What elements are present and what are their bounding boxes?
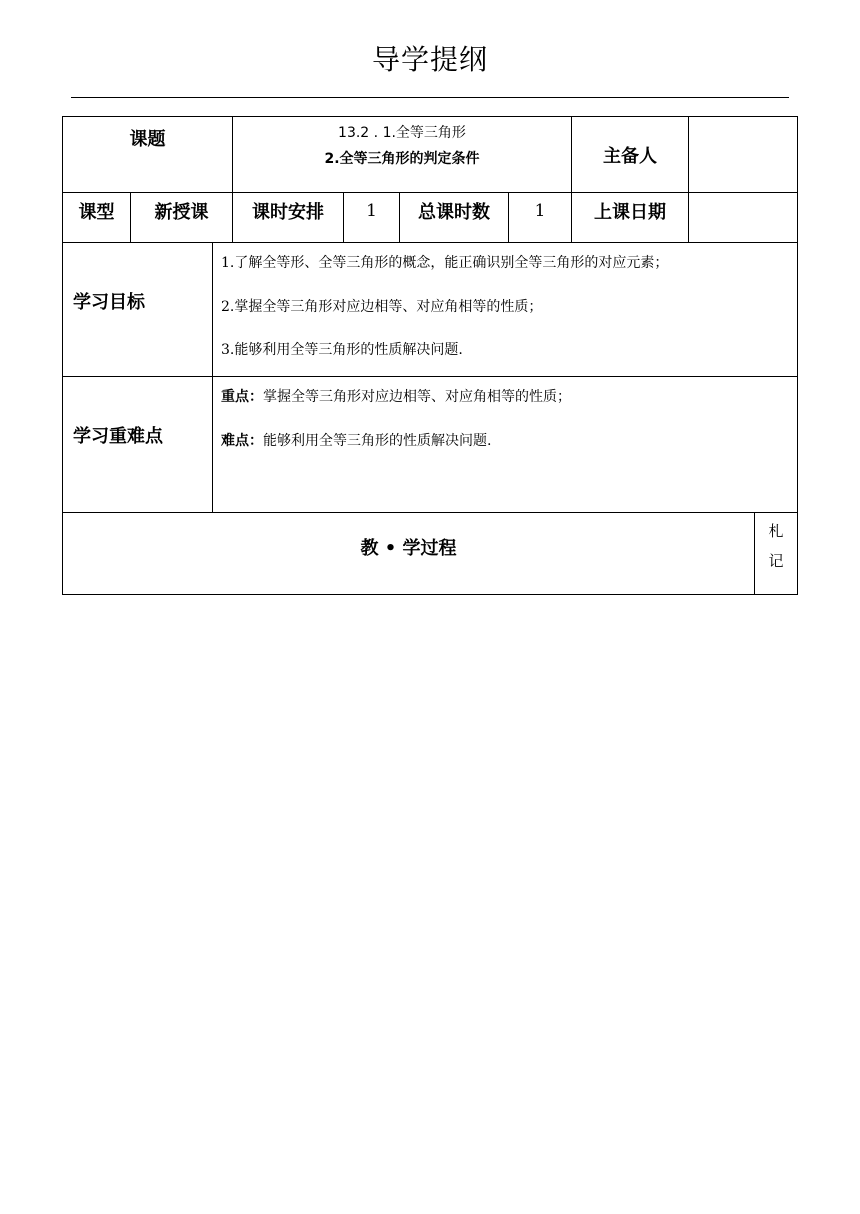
notes-header [754,512,798,595]
key-point-prefix: 重点： [221,389,263,405]
process-header: 教 • 学过程 [62,512,754,595]
notes-label-char-1: 札 [768,522,784,540]
total-hours-value: 1 [508,192,571,242]
objective-item: 2.掌握全等三角形对应边相等、对应角相等的性质； [221,299,543,315]
preparer-value [688,116,798,192]
notes-label-char-2: 记 [768,552,784,570]
keypoints-label: 学习重难点 [62,376,212,512]
hours-value: 1 [343,192,399,242]
type-value: 新授课 [130,192,232,242]
total-hours-label: 总课时数 [399,192,508,242]
topic-line-2: 2.全等三角形的判定条件 [324,151,480,167]
keypoints-cell [212,376,798,512]
topic-line-1: 13.2 . 1.全等三角形 [338,125,466,141]
difficult-point-text: 能够利用全等三角形的性质解决问题. [263,433,492,449]
objectives-label: 学习目标 [62,242,212,376]
date-label: 上课日期 [571,192,688,242]
objective-item: 1.了解全等形、全等三角形的概念，能正确识别全等三角形的对应元素； [221,255,669,271]
key-point-text: 掌握全等三角形对应边相等、对应角相等的性质； [263,389,571,405]
hours-label: 课时安排 [232,192,343,242]
date-value [688,192,798,242]
objective-item: 3.能够利用全等三角形的性质解决问题. [221,342,463,358]
title-divider [71,97,789,98]
topic-value-cell [232,116,571,192]
page-title: 导学提纲 [371,43,488,76]
difficult-point-prefix: 难点： [221,433,263,449]
preparer-label: 主备人 [571,116,688,192]
objectives-cell [212,242,798,376]
difficult-point-line [221,430,491,450]
topic-label: 课题 [129,129,166,150]
topic-label-cell [62,116,232,192]
key-point-line [221,386,571,406]
type-label: 课型 [62,192,130,242]
